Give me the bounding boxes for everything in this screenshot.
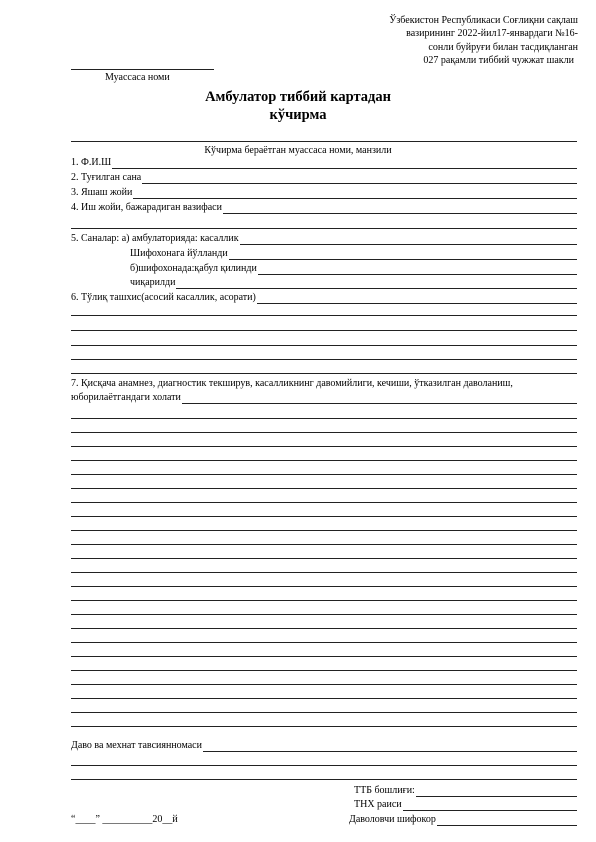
field-discharged[interactable] [130, 277, 577, 289]
field-recommendations[interactable] [71, 740, 577, 752]
blank-line[interactable] [71, 698, 577, 699]
blank-line[interactable] [71, 572, 577, 573]
blank-line[interactable] [71, 432, 577, 433]
signature-thn-line[interactable] [403, 801, 577, 811]
field-full-name[interactable] [71, 157, 577, 169]
blank-line[interactable] [71, 373, 577, 374]
header-line-4: 027 рақамли тиббий чужжат шакли [423, 54, 574, 66]
field-dates-illness[interactable] [71, 233, 577, 245]
blank-line[interactable] [71, 558, 577, 559]
field-admitted[interactable] [130, 263, 577, 275]
field-hospital-referral[interactable] [130, 248, 577, 260]
blank-line[interactable] [71, 628, 577, 629]
blank-line[interactable] [71, 642, 577, 643]
blank-line[interactable] [71, 586, 577, 587]
issuer-caption: Кўчирма бераётган муассаса номи, манзили [204, 145, 392, 156]
field-recommendations-line[interactable] [203, 742, 577, 752]
field-birth-date-label: 2. Туғилган сана [71, 172, 142, 183]
field-workplace[interactable] [71, 202, 577, 214]
field-address-line[interactable] [133, 189, 577, 199]
field-birth-date[interactable] [71, 172, 577, 184]
institution-name-line[interactable] [71, 69, 214, 70]
institution-label: Муассаса номи [105, 72, 170, 83]
blank-line[interactable] [71, 446, 577, 447]
blank-line[interactable] [71, 315, 577, 316]
blank-line[interactable] [71, 460, 577, 461]
field-address[interactable] [71, 187, 577, 199]
field-address-label: 3. Яшаш жойи [71, 187, 133, 198]
field-diagnosis-label: 6. Тўлиқ ташхис(асосий касаллик, асорати) [71, 292, 256, 303]
issuer-line[interactable] [71, 141, 577, 142]
field-hospital-referral-line[interactable] [229, 250, 577, 260]
field-diagnosis-line[interactable] [257, 294, 577, 304]
field-anamnesis-line[interactable] [182, 394, 577, 404]
field-hospital-referral-label: Шифохонага йўлланди [130, 248, 228, 259]
field-dates-illness-label: 5. Саналар: а) амбулаторияда: касаллик [71, 233, 239, 244]
field-full-name-label: 1. Ф.И.Ш [71, 157, 112, 168]
field-anamnesis-label: 7. Қисқача анамнез, диагностик текширув, касалликнинг давомийлиги, кечиши, ўтказилган даволаниш, [71, 378, 513, 389]
blank-line[interactable] [71, 345, 577, 346]
blank-line[interactable] [71, 765, 577, 766]
blank-line[interactable] [71, 726, 577, 727]
field-admitted-label: б)шифохонада:қабул қилинди [130, 263, 257, 274]
signature-doctor[interactable] [349, 814, 577, 826]
field-discharged-label: чиқарилди [130, 277, 176, 288]
field-diagnosis[interactable] [71, 292, 577, 304]
field-birth-date-line[interactable] [142, 174, 577, 184]
signature-thn[interactable] [354, 799, 577, 811]
signature-thn-label: ТНХ раиси [354, 799, 402, 810]
field-dates-illness-line[interactable] [240, 235, 577, 245]
blank-line[interactable] [71, 228, 577, 229]
signature-doctor-line[interactable] [437, 816, 577, 826]
signature-head-line[interactable] [416, 787, 577, 797]
field-full-name-line[interactable] [112, 159, 577, 169]
header-line-3: сонли буйруғи билан тасдиқланган [428, 41, 578, 53]
signature-head[interactable] [354, 785, 577, 797]
blank-line[interactable] [71, 359, 577, 360]
field-anamnesis[interactable] [71, 392, 577, 404]
field-workplace-label: 4. Иш жойи, бажарадиган вазифаси [71, 202, 222, 213]
field-anamnesis-label-2: юборилаётгандаги холати [71, 392, 181, 403]
signature-doctor-label: Даволовчи шифокор [349, 814, 436, 825]
blank-line[interactable] [71, 600, 577, 601]
blank-line[interactable] [71, 544, 577, 545]
title-line-1: Амбулатор тиббий картадан [205, 89, 391, 105]
blank-line[interactable] [71, 670, 577, 671]
title-line-2: кўчирма [269, 107, 327, 123]
blank-line[interactable] [71, 684, 577, 685]
blank-line[interactable] [71, 502, 577, 503]
blank-line[interactable] [71, 488, 577, 489]
date-field[interactable]: “____” __________20__й [71, 814, 178, 825]
blank-line[interactable] [71, 330, 577, 331]
field-discharged-line[interactable] [176, 279, 577, 289]
blank-line[interactable] [71, 516, 577, 517]
field-workplace-line[interactable] [223, 204, 577, 214]
field-admitted-line[interactable] [258, 265, 577, 275]
approval-header [389, 14, 578, 67]
blank-line[interactable] [71, 418, 577, 419]
header-line-1: Ўзбекистон Республикаси Соғлиқни сақлаш [389, 15, 578, 26]
blank-line[interactable] [71, 712, 577, 713]
blank-line[interactable] [71, 614, 577, 615]
blank-line[interactable] [71, 779, 577, 780]
blank-line[interactable] [71, 530, 577, 531]
signature-head-label: ТТБ бошлиғи: [354, 785, 415, 796]
header-line-2: вазирининг 2022-йил17-январдаги №16- [406, 28, 578, 40]
field-recommendations-label: Даво ва мехнат тавсиянномаси [71, 740, 202, 751]
blank-line[interactable] [71, 474, 577, 475]
blank-line[interactable] [71, 656, 577, 657]
